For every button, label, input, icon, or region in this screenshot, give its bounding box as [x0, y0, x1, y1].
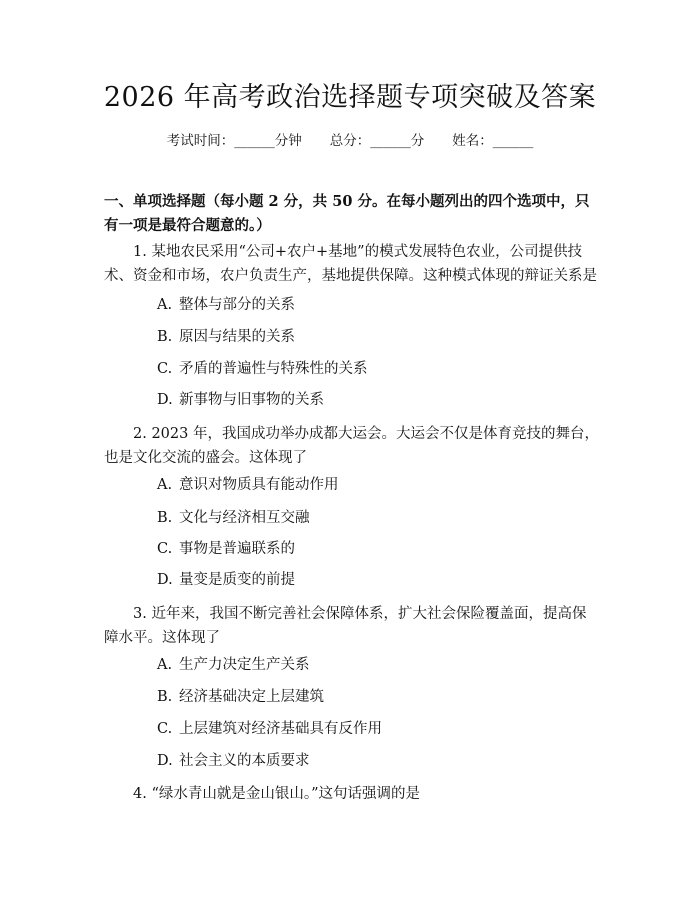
exam-meta-line — [0, 131, 700, 151]
option-letter: B. — [157, 510, 173, 526]
student-name-field: 姓名：______ — [452, 133, 534, 149]
option-letter: C. — [157, 721, 173, 737]
option-text: 文化与经济相互交融 — [179, 510, 310, 526]
option-text: 矛盾的普遍性与特殊性的关系 — [179, 361, 368, 377]
option-letter: A. — [157, 657, 173, 673]
option-text: 经济基础决定上层建筑 — [179, 689, 324, 705]
q2-option-a — [157, 474, 597, 496]
option-letter: C. — [157, 361, 173, 377]
q2-option-b — [157, 507, 597, 529]
question-1: 1. 某地农民采用“公司+农户+基地”的模式发展特色农业，公司提供技术、资金和市场，农户负责生产，基地提供保障。这种模式体现的辩证关系是 — [104, 244, 597, 284]
q3-option-a — [157, 654, 597, 676]
q1-option-b — [157, 326, 597, 348]
q1-option-c — [157, 358, 597, 380]
option-letter: A. — [157, 297, 173, 313]
question-4: 4. “绿水青山就是金山银山。”这句话强调的是 — [133, 786, 421, 802]
q1-option-a — [157, 294, 597, 316]
option-text: 社会主义的本质要求 — [179, 753, 310, 769]
total-score-field: 总分：______分 — [329, 133, 425, 149]
q1-option-d — [157, 389, 597, 411]
option-text: 量变是质变的前提 — [179, 572, 295, 588]
exam-time-field: 考试时间：______分钟 — [166, 133, 302, 149]
section-heading: 一、单项选择题（每小题 2 分，共 50 分。在每小题列出的四个选项中，只有一项是最符合题意的。） — [104, 193, 590, 234]
q3-option-c — [157, 718, 597, 740]
option-letter: B. — [157, 689, 173, 705]
option-text: 新事物与旧事物的关系 — [179, 392, 324, 408]
q3-option-b — [157, 686, 597, 708]
option-letter: D. — [157, 753, 173, 769]
option-text: 上层建筑对经济基础具有反作用 — [179, 721, 382, 737]
question-2: 2. 2023 年，我国成功举办成都大运会。大运会不仅是体育竞技的舞台，也是文化交流的盛会。这体现了 — [104, 426, 599, 466]
q2-option-d — [157, 569, 597, 591]
option-letter: A. — [157, 477, 173, 493]
option-letter: D. — [157, 392, 173, 408]
option-text: 事物是普遍联系的 — [179, 541, 295, 557]
q2-option-c — [157, 538, 597, 560]
option-letter: C. — [157, 541, 173, 557]
option-text: 原因与结果的关系 — [179, 329, 295, 345]
option-text: 整体与部分的关系 — [179, 297, 295, 313]
option-letter: D. — [157, 572, 173, 588]
page-title: 2026 年高考政治选择题专项突破及答案 — [103, 82, 597, 113]
q3-option-d — [157, 750, 597, 772]
option-letter: B. — [157, 329, 173, 345]
option-text: 生产力决定生产关系 — [179, 657, 310, 673]
question-3: 3. 近年来，我国不断完善社会保障体系，扩大社会保险覆盖面，提高保障水平。这体现了 — [104, 606, 587, 646]
option-text: 意识对物质具有能动作用 — [179, 477, 339, 493]
